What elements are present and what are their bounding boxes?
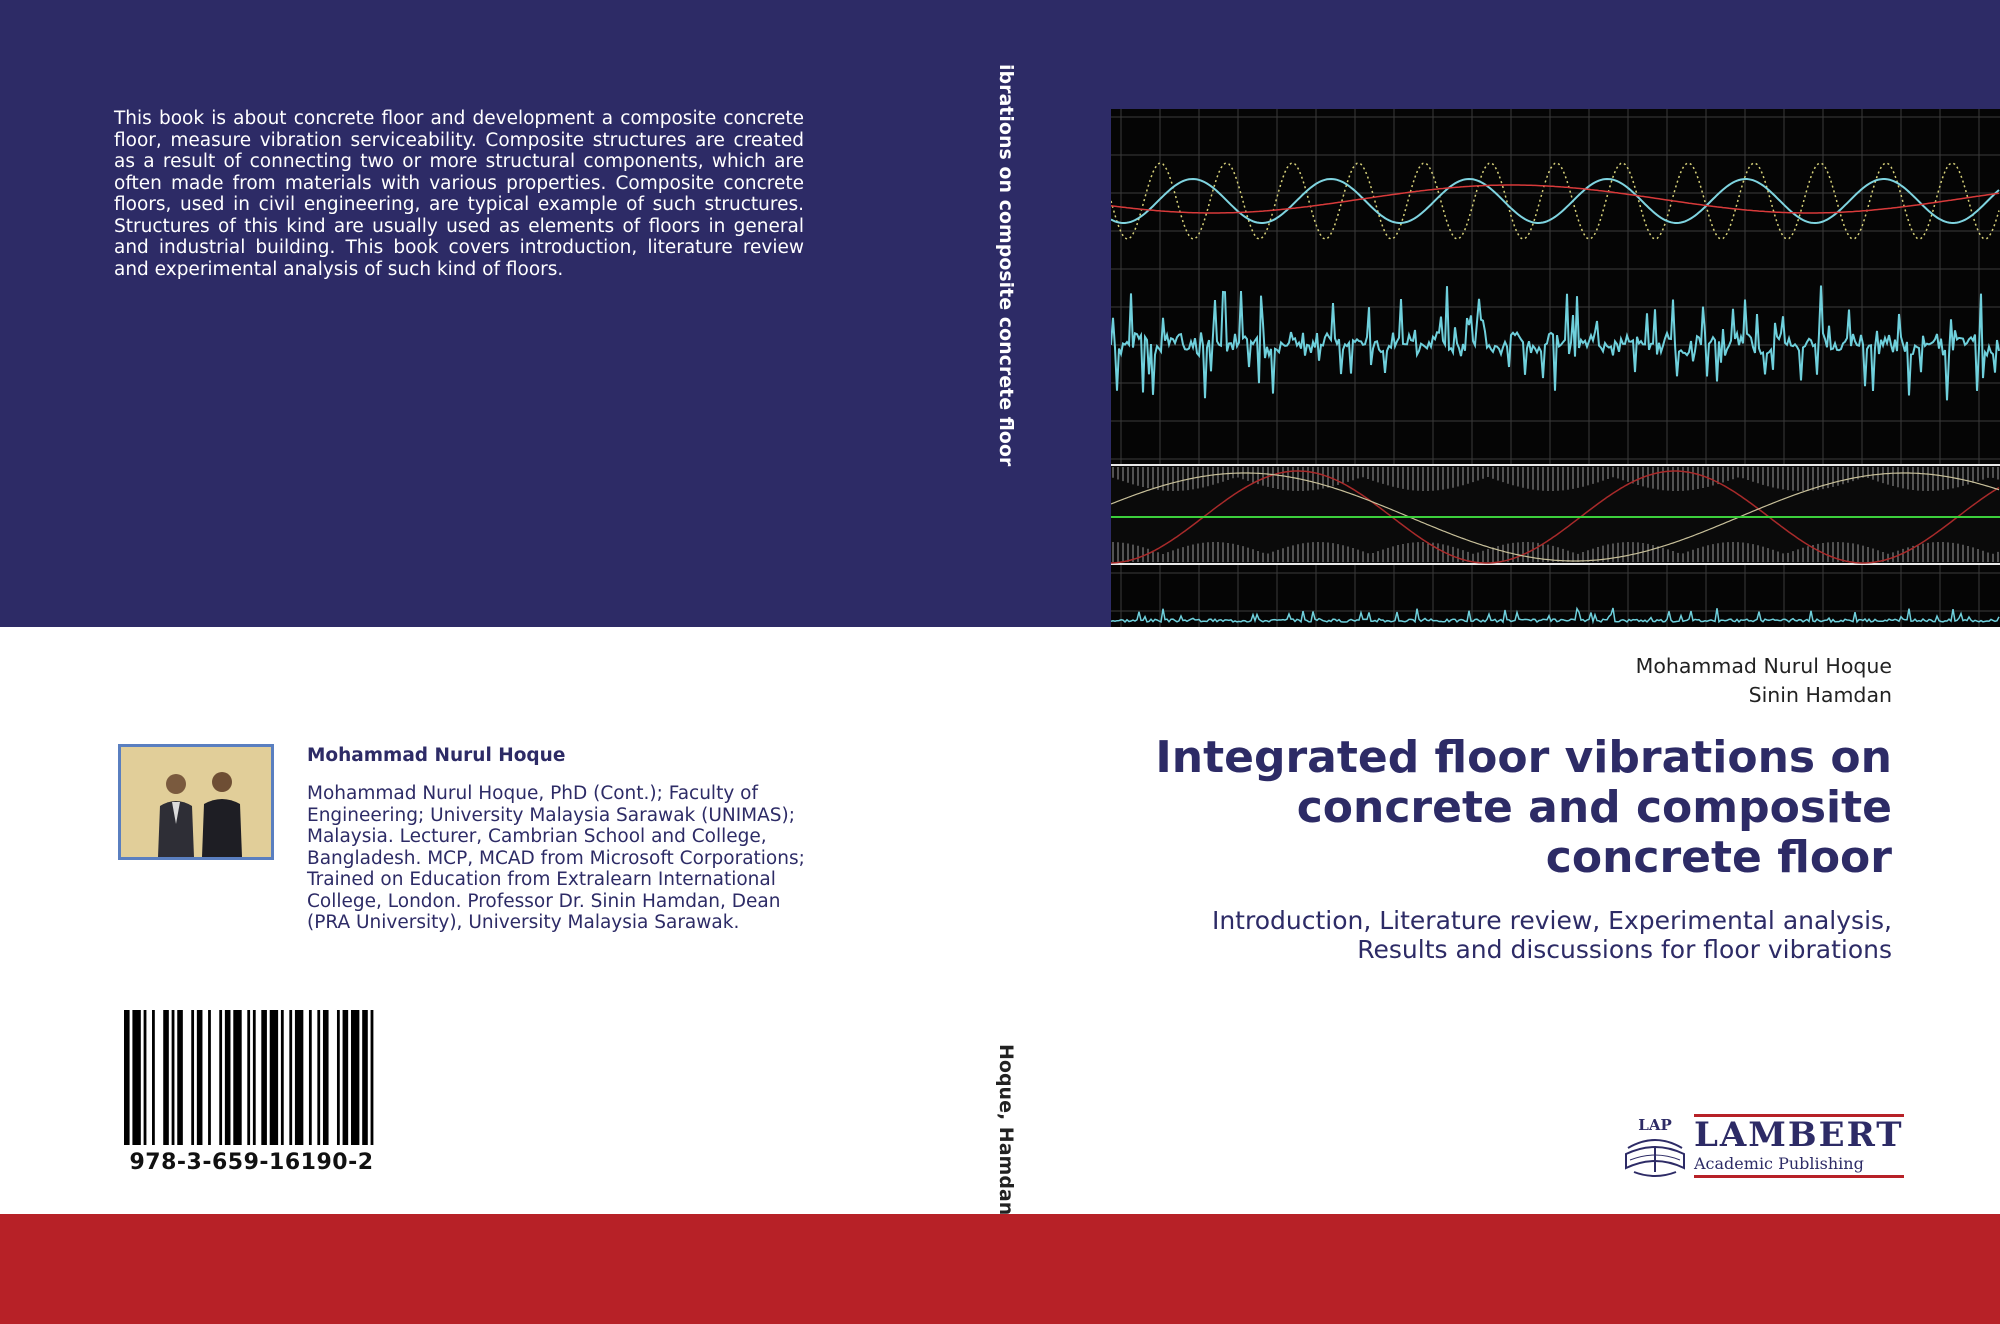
publisher-emblem-text: LAP <box>1638 1116 1672 1134</box>
isbn-number: 978-3-659-16190-2 <box>129 1150 374 1175</box>
publisher-logo <box>1620 1110 1904 1182</box>
front-cover-authors <box>1636 652 1892 710</box>
bottom-red-band <box>0 1214 2000 1324</box>
publisher-wordmark <box>1694 1114 1904 1178</box>
author-bio: Mohammad Nurul Hoque, PhD (Cont.); Faculty of Engineering; University Malaysia Sarawak (UNIMAS); Malaysia. Lecturer, Cambrian School and College, Bangladesh. MCP, MCAD from Microsoft Corporations; Trained on Education from Extralearn International College, London. Professor Dr. Sinin Hamdan, Dean (PRA University), University Malaysia Sarawak. <box>307 783 805 933</box>
back-cover-blurb: This book is about concrete floor and development a composite concrete floor, measure vibration serviceability. Composite structures are created as a result of connecting two or more structural components, which are often made from materials with various properties. Composite concrete floors, used in civil engineering, are typical example of such structures. Structures of this kind are usually used as elements of floors in general and industrial building. This book covers introduction, literature review and experimental analysis of such kind of floors. <box>114 108 804 280</box>
author-photo <box>118 744 274 860</box>
author-2: Sinin Hamdan <box>1748 683 1892 707</box>
publisher-subtitle: Academic Publishing <box>1694 1155 1904 1178</box>
book-title: Integrated floor vibrations on concrete and composite concrete floor <box>1155 732 1892 883</box>
book-subtitle: Introduction, Literature review, Experimental analysis, Results and discussions for floor vibrations <box>1211 906 1892 964</box>
spine-title: ibrations on composite concrete floor <box>995 64 1017 467</box>
spine-authors: Hoque, Hamdan <box>995 1044 1017 1216</box>
open-book-emblem-icon <box>1620 1110 1690 1182</box>
publisher-name: LAMBERT <box>1694 1115 1904 1155</box>
author-bio-heading: Mohammad Nurul Hoque <box>307 745 566 766</box>
author-1: Mohammad Nurul Hoque <box>1635 654 1892 678</box>
oscilloscope-cover-image <box>1111 109 2000 627</box>
isbn-barcode <box>124 1010 379 1145</box>
